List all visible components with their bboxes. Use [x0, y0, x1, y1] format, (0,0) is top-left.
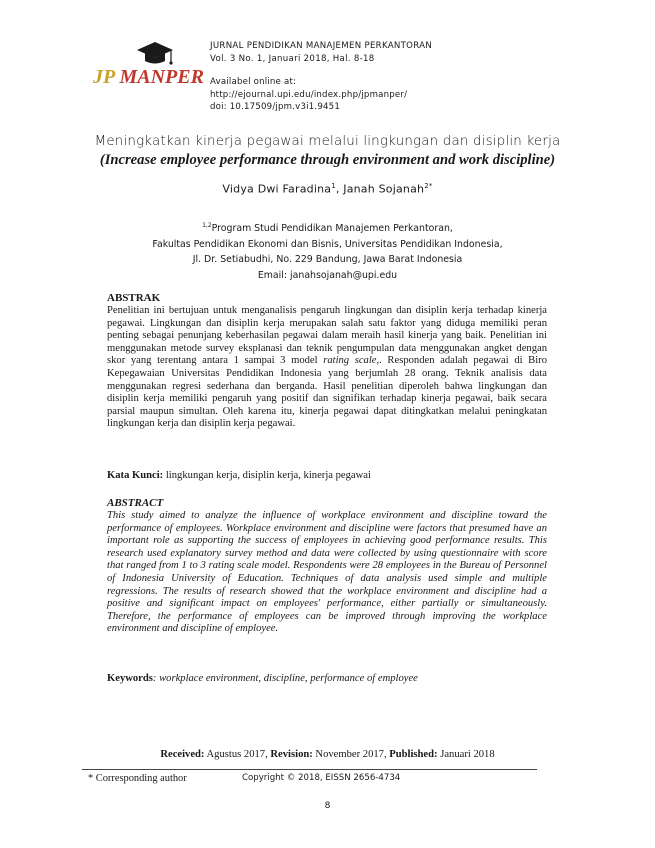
author-2: Janah Sojanah — [343, 182, 425, 196]
corresponding-author-note: * Corresponding author — [88, 773, 187, 784]
affiliation-sup: 1,2 — [202, 222, 212, 229]
affiliation-line-3: Jl. Dr. Setiabudhi, No. 229 Bandung, Jawa Barat Indonesia — [192, 254, 463, 266]
journal-url[interactable]: http://ejournal.upi.edu/index.php/jpmanper/ — [210, 89, 408, 100]
page-number: 8 — [324, 801, 331, 811]
affiliation-email[interactable]: Email: janahsojanah@upi.edu — [257, 269, 398, 281]
availability-info — [210, 76, 407, 114]
logo-manper: MANPER — [119, 66, 204, 88]
abstrak-text-italic: rating scale, — [323, 355, 380, 367]
revision-label: Revision: — [270, 749, 313, 760]
submission-dates — [0, 749, 655, 760]
affiliation — [0, 218, 655, 284]
journal-name: JURNAL PENDIDIKAN MANAJEMEN PERKANTORAN — [210, 41, 433, 51]
journal-issue: Vol. 3 No. 1, Januari 2018, Hal. 8-18 — [210, 53, 375, 64]
logo-jp: JP — [93, 66, 120, 88]
article-title: Meningkatkan kinerja pegawai melalui lingkungan dan disiplin kerja — [94, 134, 561, 149]
affiliation-line-1: Program Studi Pendidikan Manajemen Perkantoran, — [211, 223, 453, 235]
keywords-values: : workplace environment, discipline, performance of employee — [152, 673, 418, 684]
journal-info — [210, 40, 432, 65]
logo-wordmark — [93, 66, 204, 89]
published-label: Published: — [389, 749, 438, 760]
keywords — [107, 673, 418, 684]
published-date: Januari 2018 — [437, 749, 495, 760]
graduation-cap-icon — [135, 40, 175, 68]
revision-date: November 2017, — [312, 749, 390, 760]
available-label: Availabel online at: — [210, 77, 297, 87]
affiliation-line-2: Fakultas Pendidikan Ekonomi dan Bisnis, Universitas Pendidikan Indonesia, — [152, 238, 503, 250]
journal-logo — [93, 40, 203, 100]
author-1-affil: 1 — [331, 182, 336, 190]
journal-doi[interactable]: doi: 10.17509/jpm.v3i1.9451 — [210, 102, 340, 113]
author-separator: , — [335, 182, 344, 196]
article-title-english: (Increase employee performance through environment and work discipline) — [99, 152, 556, 168]
copyright-notice: Copyright © 2018, EISSN 2656-4734 — [242, 773, 401, 783]
kata-kunci-label: Kata Kunci: — [107, 470, 164, 481]
author-2-affil: 2* — [424, 182, 433, 190]
kata-kunci-values: lingkungan kerja, disiplin kerja, kinerja pegawai — [163, 470, 371, 481]
received-date: Agustus 2017, — [204, 749, 271, 760]
kata-kunci — [107, 470, 371, 481]
abstrak-heading: ABSTRAK — [107, 292, 161, 304]
received-label: Received: — [160, 749, 205, 760]
author-1: Vidya Dwi Faradina — [222, 182, 332, 196]
keywords-label: Keywords — [107, 673, 153, 684]
abstrak-body — [107, 305, 547, 431]
abstrak-text-1: Penelitian ini bertujuan untuk menganalisis pengaruh lingkungan dan disiplin kerja terhadap kinerja pegawai. Lingkungan dan disiplin kerja merupakan salah satu faktor yang diduga memiliki peran penting sebagai penunjang keberhasilan pegawai dalam meraih hasil kinerja yang baik. Penelitian ini menggunakan metode survey eksplanasi dan teknik pengumpulan data menggunakan angket dengan skor yang terentang antara 1 sampai 3 model — [107, 305, 547, 367]
abstract-heading: ABSTRACT — [107, 497, 164, 509]
abstrak-text-2: . Responden adalah pegawai di Biro Kepegawaian Universitas Pendidikan Indonesia yang berjumlah 28 orang. Teknik analisis data menggunakan regresi sederhana dan berganda. Hasil penelitian diperoleh bahwa lingkungan dan disiplin kerja memiliki pengaruh yang positif dan signifikan terhadap kinerja pegawai, baik secara parsial maupun simultan. Oleh karena itu, kinerja pegawai dapat ditingkatkan melalui peningkatan lingkungan kerja dan disiplin kerja pegawai. — [107, 355, 548, 430]
footnote-divider — [82, 769, 537, 770]
author-list — [0, 182, 655, 196]
abstract-body: This study aimed to analyze the influence of workplace environment and discipline toward the performance of employees. Workplace environment and discipline were factors that presumed have an important role as supporting the success of employees in achieving good performance results. This research used explanatory survey method and data were collected by using questionnaire with score that ranged from 1 to 3 rating scale model. Respondents were 28 employees in the Bureau of Personnel of Indonesia University of Education. Techniques of data analysis used simple and multiple regressions. The results of research showed that the workplace environment and discipline had a positive and significant impact on employees' performance, either partially or simultaneously. Therefore, the performance of employees can be improved through improving the workplace environment and discipline of employee. — [107, 510, 547, 635]
